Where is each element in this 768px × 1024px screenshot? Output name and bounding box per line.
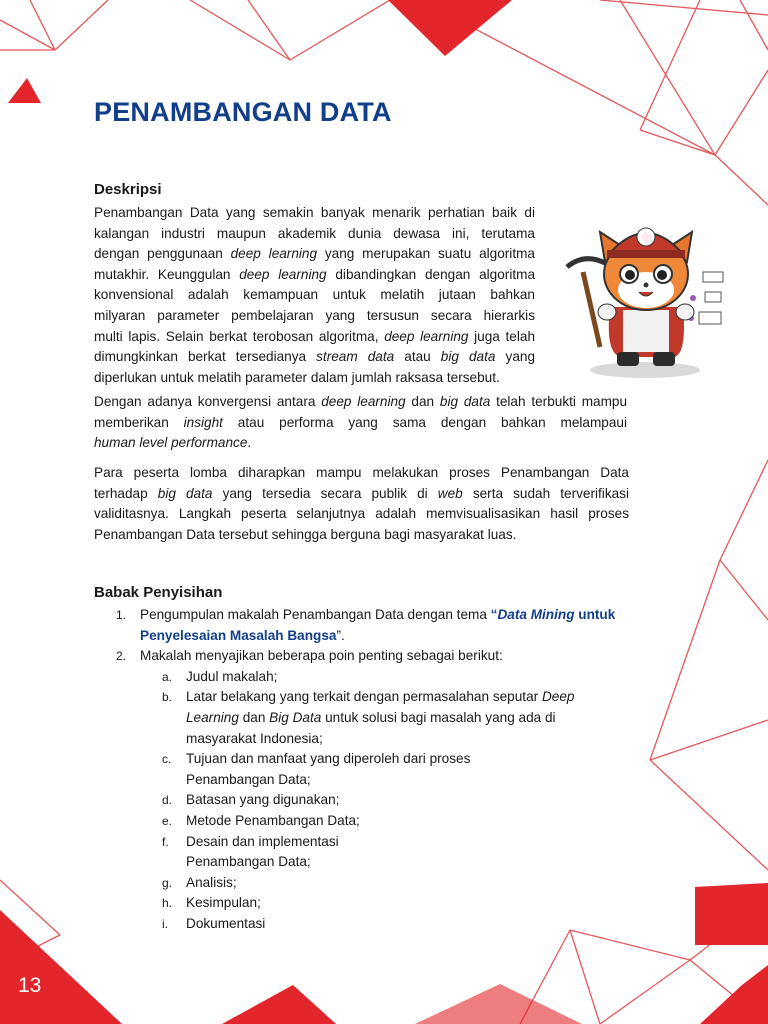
italic-term: web	[437, 485, 463, 501]
paragraph-line: Penambangan Data yang semakin banyak menarik perhatian baik di	[94, 205, 535, 220]
list-item-2	[94, 646, 639, 667]
italic-term: deep learning	[239, 266, 327, 282]
list-number: 1.	[116, 608, 127, 622]
item1-theme-italic: Data Mining	[497, 607, 575, 622]
item1-close: ”.	[336, 627, 345, 643]
babak-heading: Babak Penyisihan	[94, 584, 223, 601]
sublist-item	[162, 914, 602, 935]
sublist-item	[162, 832, 602, 873]
italic-term: big data	[157, 485, 213, 501]
sublist-text: Dokumentasi	[186, 915, 266, 931]
miner-cat-mascot-illustration	[565, 212, 730, 382]
item1-theme-line2: Penyelesaian Masalah Bangsa	[140, 627, 337, 643]
item2-text: Makalah menyajikan beberapa poin penting sebagai berikut:	[140, 648, 503, 664]
paragraph-line: Dengan adanya konvergensi antara deep learning dan big data telah terbukti mampu	[94, 394, 628, 409]
sublist-item	[162, 667, 602, 688]
sublist-letter: b.	[162, 690, 173, 705]
sublist-item	[162, 873, 602, 894]
list-item-1	[94, 605, 639, 646]
sublist-text: Desain dan implementasi Penambangan Data;	[186, 833, 339, 870]
sublist-text: Kesimpulan;	[186, 895, 261, 911]
sublist-text: Batasan yang digunakan;	[186, 792, 340, 808]
deskripsi-heading: Deskripsi	[94, 181, 162, 198]
italic-term: deep learning	[230, 246, 318, 262]
paragraph-line: dimungkinkan berkat tersedianya stream data atau big data yang	[94, 349, 536, 365]
sublist-text: Analisis;	[186, 874, 237, 890]
page-number: 13	[18, 974, 42, 997]
paragraph-line: konvensional adalah kemampuan untuk melatih jutaan bahkan	[94, 287, 535, 303]
sublist-letter: d.	[162, 793, 173, 808]
sublist-letter: e.	[162, 813, 173, 828]
paragraph-line: dengan penggunaan deep learning yang merupakan suatu algoritma	[94, 246, 535, 262]
sublist-letter: c.	[162, 752, 172, 767]
paragraph-line: multi lapis. Selain berkat terobosan algoritma, deep learning juga telah	[94, 328, 536, 344]
sublist-letter: i.	[162, 916, 168, 931]
sublist-item	[162, 749, 602, 790]
paragraph-line: human level performance.	[94, 435, 252, 451]
page-title: PENAMBANGAN DATA	[94, 97, 392, 127]
deskripsi-paragraph-3	[94, 463, 629, 545]
paragraph-line: validitasnya. Langkah peserta selanjutnya adalah memvisualisasikan hasil proses	[94, 506, 629, 522]
paragraph-line: kalangan industri maupun akademik dunia dewasa ini, terutama	[94, 225, 535, 241]
paragraph-line: memberikan insight atau performa yang sama dengan bahkan melampaui	[94, 414, 627, 430]
italic-term: human level performance	[94, 435, 248, 451]
sublist	[94, 667, 639, 935]
babak-list	[94, 605, 639, 935]
italic-term: stream data	[316, 349, 395, 365]
sublist-letter: a.	[162, 669, 173, 684]
paragraph-line: mutakhir. Keunggulan deep learning dibandingkan dengan algoritma	[94, 266, 536, 282]
sublist-letter: g.	[162, 875, 173, 890]
sublist-item	[162, 790, 602, 811]
italic-term: Learning	[186, 709, 239, 725]
item1-theme-rest: untuk	[574, 607, 616, 622]
deskripsi-paragraph-1	[94, 203, 535, 388]
item1-text: Pengumpulan makalah Penambangan Data dengan tema	[140, 607, 491, 622]
sublist-item	[162, 893, 602, 914]
paragraph-line: diperlukan untuk melatih parameter dalam jumlah raksasa tersebut.	[94, 369, 500, 385]
italic-term: insight	[183, 414, 223, 430]
list-number: 2.	[116, 649, 127, 664]
italic-term: deep learning	[321, 394, 406, 409]
sublist-item	[162, 811, 602, 832]
item1-open-quote: “	[490, 607, 498, 622]
paragraph-line: terhadap big data yang tersedia secara publik di web serta sudah terverifikasi	[94, 485, 630, 501]
sublist-text: Latar belakang yang terkait dengan permasalahan seputar Deep Learning dan Big Data untuk solusi bagi masalah yang ada di masyarakat Indonesia;	[186, 689, 575, 746]
italic-term: Big Data	[269, 709, 322, 725]
sublist-text: Metode Penambangan Data;	[186, 812, 360, 828]
paragraph-line: milyaran parameter pembelajaran yang tersusun secara hierarkis	[94, 307, 535, 323]
paragraph-line: Penambangan Data tersebut sehingga berguna bagi masyarakat luas.	[94, 526, 517, 542]
sublist-text: Tujuan dan manfaat yang diperoleh dari proses Penambangan Data;	[186, 751, 471, 787]
sublist-letter: f.	[162, 834, 169, 849]
sublist-text: Judul makalah;	[186, 668, 278, 684]
sublist-letter: h.	[162, 896, 173, 911]
italic-term: deep learning	[384, 328, 469, 344]
paragraph-line: Para peserta lomba diharapkan mampu melakukan proses Penambangan Data	[94, 465, 629, 480]
sublist-item	[162, 687, 602, 749]
italic-term: Deep	[541, 689, 575, 705]
italic-term: big data	[440, 349, 496, 365]
italic-term: big data	[439, 394, 491, 409]
deskripsi-paragraph-2	[94, 392, 627, 454]
